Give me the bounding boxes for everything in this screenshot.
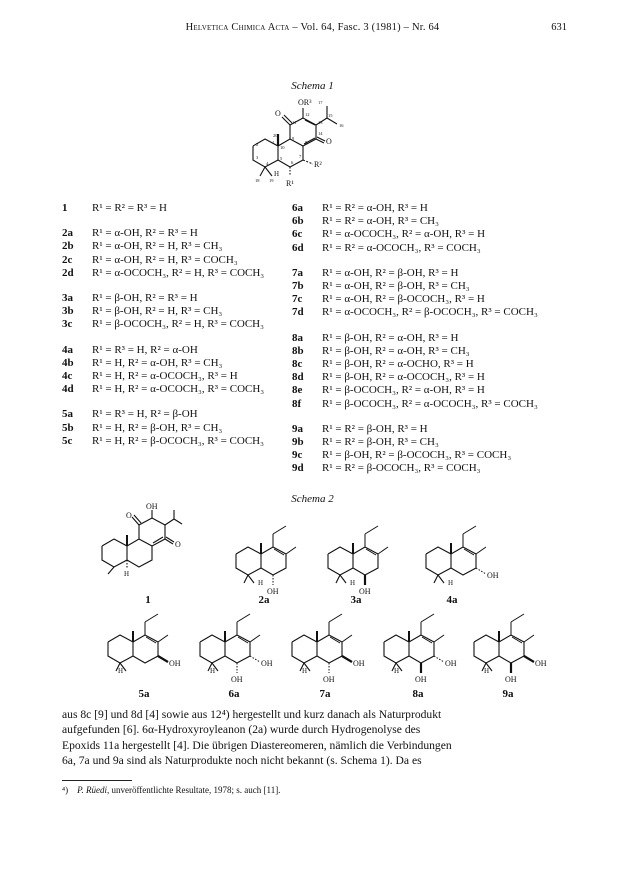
svg-text:11: 11	[292, 120, 297, 125]
compound-id: 9d	[292, 462, 304, 475]
journal-name: Helvetica Chimica Acta	[185, 22, 290, 33]
journal-line: Helvetica Chimica Acta – Vol. 64, Fasc. 3 (1981) – Nr. 64	[185, 22, 440, 33]
compound-row	[62, 305, 264, 318]
body-line: Epoxids 11a hergestellt [4]. Die übrigen Diastereomeren, nämlich die Verbindungen	[62, 738, 452, 752]
svg-text:12: 12	[305, 112, 310, 117]
body-line: 6a, 7a und 9a sind als Naturprodukte noch nicht bekannt (s. Schema 1). Da es	[62, 753, 422, 767]
compound-id: 7b	[292, 280, 304, 293]
h-label: H	[274, 170, 280, 178]
svg-text:OH: OH	[267, 587, 279, 596]
svg-text:13: 13	[318, 120, 323, 125]
compound-row	[292, 384, 538, 397]
svg-text:1: 1	[272, 140, 275, 145]
compound-substituents: R¹ = R² = β-OH, R³ = H	[322, 422, 428, 435]
compound-id: 8e	[292, 384, 303, 397]
svg-text:4: 4	[266, 161, 269, 166]
structure-6a	[200, 614, 273, 684]
label-2a: 2a	[258, 594, 270, 606]
svg-text:OH: OH	[231, 675, 243, 684]
compound-substituents: R¹ = α-OCOCH₃, R² = H, R³ = COCH₃	[92, 266, 265, 279]
compound-row	[62, 254, 264, 267]
label-7a: 7a	[319, 688, 331, 700]
compound-substituents: R¹ = α-OH, R² = H, R³ = COCH₃	[92, 253, 238, 266]
compound-substituents: R¹ = α-OH, R² = R³ = H	[92, 227, 198, 240]
compound-substituents: R¹ = β-OCOCH₃, R² = H, R³ = COCH₃	[92, 318, 264, 331]
compound-id: 6d	[292, 241, 304, 254]
compound-row	[62, 267, 264, 280]
svg-text:2: 2	[256, 142, 259, 147]
svg-text:OH: OH	[261, 659, 273, 668]
svg-text:OH: OH	[359, 587, 371, 596]
structure-9a	[474, 614, 547, 684]
svg-text:9: 9	[292, 136, 295, 141]
compound-row	[292, 202, 538, 215]
footnote-author: P. Rüedi,	[77, 785, 110, 795]
svg-text:H: H	[484, 667, 490, 675]
compound-id: 8c	[292, 358, 303, 371]
compound-substituents: R¹ = β-OH, R² = α-OCHO, R³ = H	[322, 358, 474, 371]
compound-id: 8d	[292, 371, 304, 384]
compound-list-right	[292, 202, 538, 476]
svg-text:18: 18	[255, 178, 260, 183]
compound-substituents: R¹ = α-OCOCH₃, R² = β-OCOCH₃, R³ = COCH₃	[322, 306, 538, 319]
compound-id: 7d	[292, 306, 304, 319]
compound-id: 7c	[292, 293, 303, 306]
svg-text:H: H	[448, 579, 454, 587]
svg-text:H: H	[118, 667, 124, 675]
svg-text:7: 7	[299, 154, 302, 159]
compound-row	[62, 318, 264, 331]
compound-list-left	[62, 202, 264, 448]
compound-id: 1	[62, 202, 68, 214]
compound-substituents: R¹ = α-OH, R² = β-OH, R³ = CH₃	[322, 280, 470, 293]
compound-substituents: R¹ = α-OH, R² = β-OH, R³ = H	[322, 266, 459, 279]
structure-5a	[108, 614, 181, 675]
r1-label: R¹	[286, 179, 294, 188]
label-8a: 8a	[412, 688, 424, 700]
body-line: aus 8c [9] und 8d [4] sowie aus 12⁴) hergestellt und kurz danach als Naturprodukt	[62, 708, 442, 721]
compound-substituents: R¹ = R³ = H, R² = α-OH	[92, 343, 198, 356]
compound-id: 2b	[62, 240, 74, 253]
svg-text:H: H	[394, 667, 400, 675]
compound-id: 4a	[62, 343, 73, 356]
compound-row	[62, 370, 264, 383]
compound-row	[62, 292, 264, 305]
compound-substituents: R¹ = β-OH, R² = α-OH, R³ = H	[322, 331, 459, 344]
compound-row	[292, 242, 538, 255]
svg-text:H: H	[258, 579, 264, 587]
compound-substituents: R¹ = H, R² = α-OCOCH₃, R³ = COCH₃	[92, 383, 265, 396]
compound-id: 4d	[62, 383, 74, 396]
compound-substituents: R¹ = β-OH, R² = β-OCOCH₃, R³ = COCH₃	[322, 449, 512, 462]
compound-id: 9a	[292, 422, 303, 435]
compound-id: 2a	[62, 227, 73, 240]
compound-row	[292, 449, 538, 462]
compound-substituents: R¹ = R² = α-OH, R³ = CH₃	[322, 215, 439, 228]
compound-row	[292, 228, 538, 241]
compound-substituents: R¹ = H, R² = β-OH, R³ = CH₃	[92, 421, 223, 434]
compound-id: 3a	[62, 292, 73, 305]
compound-id: 6a	[292, 202, 303, 214]
svg-text:8: 8	[305, 140, 308, 145]
svg-text:14: 14	[318, 131, 323, 136]
label-9a: 9a	[502, 688, 514, 700]
structure-4a	[426, 526, 499, 587]
page-number: 631	[551, 22, 567, 33]
footnote-mark: ⁴)	[62, 785, 69, 795]
compound-id: 8f	[292, 397, 302, 410]
structure-8a	[384, 614, 457, 684]
compound-row	[292, 306, 538, 319]
svg-text:H: H	[302, 667, 308, 675]
compound-id: 3c	[62, 318, 73, 331]
compound-id: 9c	[292, 449, 303, 462]
compound-row	[292, 293, 538, 306]
svg-text:16: 16	[339, 123, 344, 128]
schema1-structure	[235, 94, 385, 194]
compound-row	[62, 422, 264, 435]
compound-id: 5a	[62, 408, 73, 421]
compound-row	[62, 383, 264, 396]
compound-substituents: R¹ = α-OH, R² = β-OCOCH₃, R³ = H	[322, 293, 485, 306]
svg-text:OH: OH	[146, 502, 158, 511]
svg-text:H: H	[350, 579, 356, 587]
compound-substituents: R¹ = H, R² = α-OCOCH₃, R³ = H	[92, 370, 238, 383]
compound-row	[292, 462, 538, 475]
r2-label: R²	[314, 160, 322, 169]
compound-id: 5b	[62, 421, 74, 434]
body-line: aufgefunden [6]. 6α-Hydroxyroyleanon (2a) wurde durch Hydrogenolyse des	[62, 723, 421, 737]
article-number: Nr. 64	[411, 22, 440, 33]
footnote-text: unveröffentlichte Resultate, 1978; s. auch [11].	[111, 785, 281, 795]
compound-substituents: R¹ = R² = β-OCOCH₃, R³ = COCH₃	[322, 462, 481, 475]
compound-id: 5c	[62, 434, 73, 447]
svg-text:OH: OH	[169, 659, 181, 668]
compound-substituents: R¹ = β-OH, R² = α-OCOCH₃, R³ = H	[322, 371, 485, 384]
compound-id: 2c	[62, 253, 73, 266]
svg-text:O: O	[175, 540, 181, 549]
compound-substituents: R¹ = R³ = H, R² = β-OH	[92, 408, 198, 421]
label-6a: 6a	[228, 688, 240, 700]
compound-row	[292, 345, 538, 358]
compound-id: 2d	[62, 266, 74, 279]
compound-substituents: R¹ = R² = β-OH, R³ = CH₃	[322, 436, 439, 449]
compound-id: 8a	[292, 331, 303, 344]
compound-substituents: R¹ = β-OCOCH₃, R² = α-OCOCH₃, R³ = COCH₃	[322, 397, 538, 410]
svg-text:5: 5	[280, 156, 283, 161]
or3-label: OR³	[298, 98, 312, 107]
schema2-title: Schema 2	[291, 493, 334, 505]
o-label: O	[275, 109, 281, 118]
o-label: O	[326, 137, 332, 146]
svg-text:OH: OH	[535, 659, 547, 668]
compound-row	[62, 435, 264, 448]
label-1: 1	[145, 594, 151, 606]
compound-row	[292, 398, 538, 411]
compound-row	[292, 267, 538, 280]
body-text	[62, 707, 560, 768]
compound-id: 3b	[62, 305, 74, 318]
svg-text:OH: OH	[415, 675, 427, 684]
compound-row	[292, 423, 538, 436]
compound-row	[292, 371, 538, 384]
svg-text:H: H	[124, 570, 130, 578]
compound-substituents: R¹ = β-OH, R² = H, R³ = CH₃	[92, 305, 223, 318]
compound-substituents: R¹ = β-OH, R² = R³ = H	[92, 292, 198, 305]
compound-row	[292, 358, 538, 371]
compound-substituents: R¹ = α-OCOCH₃, R² = α-OH, R³ = H	[322, 228, 486, 241]
svg-text:O: O	[126, 511, 132, 520]
footnote-rule	[62, 780, 132, 781]
svg-text:OH: OH	[505, 675, 517, 684]
svg-text:10: 10	[280, 145, 285, 150]
footnote	[62, 785, 280, 795]
svg-text:3: 3	[256, 155, 259, 160]
compound-id: 6c	[292, 228, 303, 241]
svg-text:H: H	[210, 667, 216, 675]
compound-id: 7a	[292, 266, 303, 279]
svg-text:17: 17	[318, 100, 323, 105]
svg-text:6: 6	[291, 160, 294, 165]
compound-substituents: R¹ = H, R² = β-OCOCH₃, R³ = COCH₃	[92, 434, 264, 447]
structure-1	[102, 502, 182, 578]
structure-3a	[328, 526, 388, 596]
compound-row	[292, 332, 538, 345]
compound-id: 4c	[62, 370, 73, 383]
compound-substituents: R¹ = β-OCOCH₃, R² = α-OH, R³ = H	[322, 384, 485, 397]
structure-7a	[292, 614, 365, 684]
compound-row	[62, 202, 264, 215]
schema2-structures	[0, 500, 625, 700]
svg-text:OH: OH	[323, 675, 335, 684]
compound-id: 6b	[292, 215, 304, 228]
svg-text:OH: OH	[353, 659, 365, 668]
svg-text:19: 19	[269, 178, 274, 183]
compound-id: 4b	[62, 356, 74, 369]
compound-row	[292, 215, 538, 228]
compound-row	[62, 357, 264, 370]
compound-substituents: R¹ = β-OH, R² = α-OH, R³ = CH₃	[322, 344, 470, 357]
label-3a: 3a	[350, 594, 362, 606]
compound-id: 8b	[292, 344, 304, 357]
volume: Vol. 64, Fasc. 3 (1981)	[300, 22, 401, 33]
structure-2a	[236, 526, 296, 596]
label-5a: 5a	[138, 688, 150, 700]
schema1-title: Schema 1	[291, 80, 334, 92]
svg-text:OH: OH	[487, 571, 499, 580]
compound-substituents: R¹ = R² = α-OCOCH₃, R³ = COCH₃	[322, 241, 481, 254]
svg-text:20: 20	[273, 133, 278, 138]
compound-row	[62, 227, 264, 240]
compound-row	[292, 280, 538, 293]
compound-row	[292, 436, 538, 449]
compound-substituents: R¹ = H, R² = α-OH, R³ = CH₃	[92, 356, 223, 369]
compound-substituents: R¹ = R² = R³ = H	[92, 202, 167, 214]
compound-row	[62, 240, 264, 253]
svg-text:OH: OH	[445, 659, 457, 668]
label-4a: 4a	[446, 594, 458, 606]
compound-row	[62, 408, 264, 421]
compound-substituents: R¹ = R² = α-OH, R³ = H	[322, 202, 428, 214]
compound-row	[62, 344, 264, 357]
compound-substituents: R¹ = α-OH, R² = H, R³ = CH₃	[92, 240, 223, 253]
svg-text:15: 15	[328, 113, 333, 118]
compound-id: 9b	[292, 436, 304, 449]
